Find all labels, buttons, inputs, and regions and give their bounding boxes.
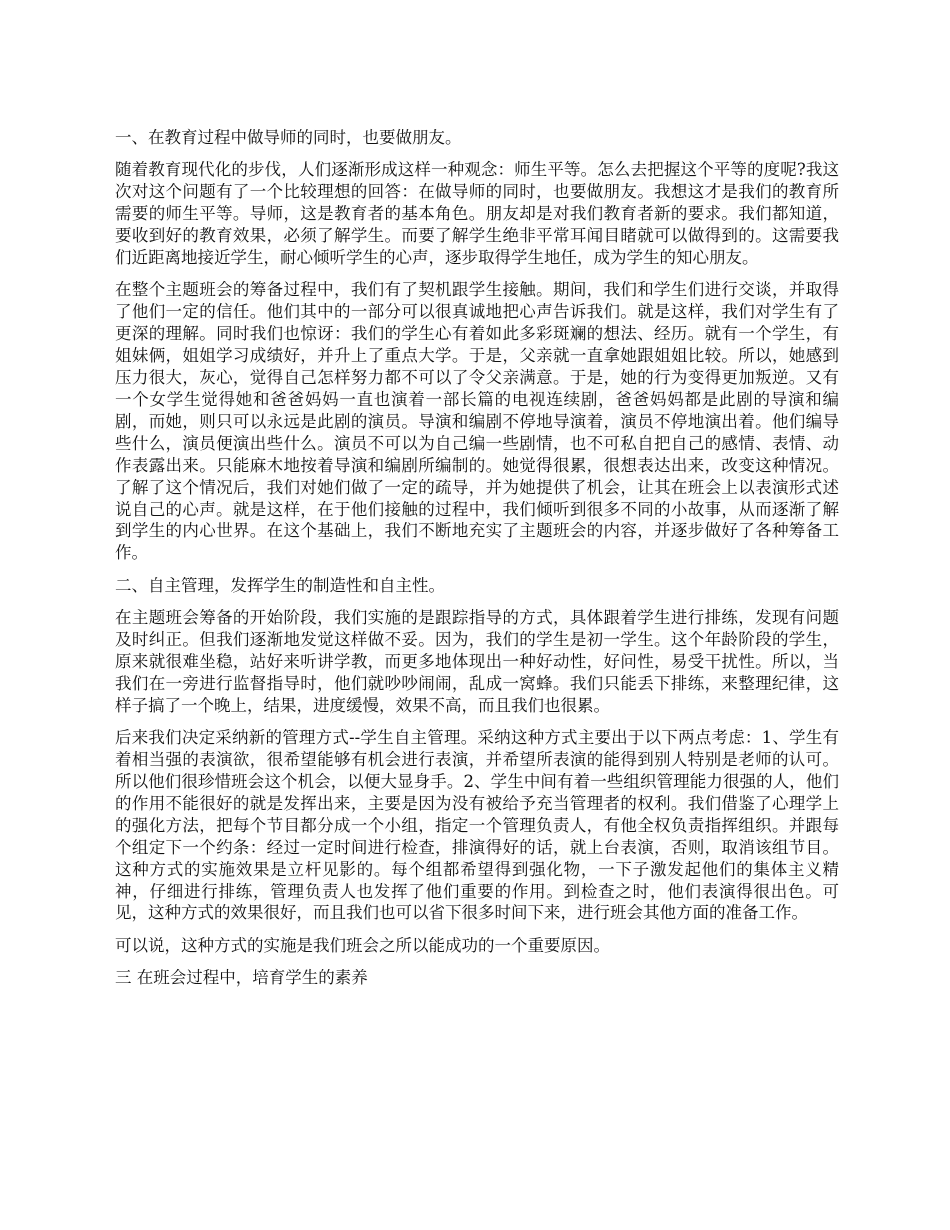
paragraph-1: 随着教育现代化的步伐，人们逐渐形成这样一种观念：师生平等。怎么去把握这个平等的度呢?我这次对这个问题有了一个比较理想的回答：在做导师的同时，也要做朋友。我想这才是我们的教育所需要的师生平等。导师，这是教育者的基本角色。朋友却是对我们教育者新的要求。我们都知道，要收到好的教育效果，必须了解学生。而要了解学生绝非平常耳闻目睹就可以做得到的。这需要我们近距离地接近学生，耐心倾听学生的心声，逐步取得学生地任，成为学生的知心朋友。: [115, 160, 839, 268]
section-heading-2: 二、自主管理，发挥学生的制造性和自主性。: [115, 575, 445, 595]
section-heading-3: 三 在班会过程中，培育学生的素养: [115, 968, 368, 988]
paragraph-4: 后来我们决定采纳新的管理方式--学生自主管理。采纳这种方式主要出于以下两点考虑：1、学生有着相当强的表演欲，很希望能够有机会进行表演，并希望所表演的能得到别人特别是老师的认可。所以他们很珍惜班会这个机会，以便大显身手。2、学生中间有着一些组织管理能力很强的人，他们的作用不能很好的就是发挥出来，主要是因为没有被给予充当管理者的权利。我们借鉴了心理学上的强化方法，把每个节目都分成一个小组，指定一个管理负责人，有他全权负责指挥组织。并跟每个组定下一个约条：经过一定时间进行检查，排演得好的话，就上台表演，否则，取消该组节目。这种方式的实施效果是立杆见影的。每个组都希望得到强化物，一下子激发起他们的集体主义精神，仔细进行排练，管理负责人也发挥了他们重要的作用。到检查之时，他们表演得很出色。可见，这种方式的效果很好，而且我们也可以省下很多时间下来，进行班会其他方面的准备工作。: [115, 728, 839, 923]
section-heading-1: 一、在教育过程中做导师的同时，也要做朋友。: [115, 128, 462, 147]
paragraph-3: 在主题班会筹备的开始阶段，我们实施的是跟踪指导的方式，具体跟着学生进行排练，发现有问题及时纠正。但我们逐渐地发觉这样做不妥。因为，我们的学生是初一学生。这个年龄阶段的学生，原来就很难坐稳，站好来听讲学教，而更多地体现出一种好动性，好问性，易受干扰性。所以，当我们在一旁进行监督指导时，他们就吵吵闹闹，乱成一窝蜂。我们只能丢下排练，来整理纪律，这样子搞了一个晚上，结果，进度缓慢，效果不高，而且我们也很累。: [115, 608, 839, 715]
paragraph-5: 可以说，这种方式的实施是我们班会之所以能成功的一个重要原因。: [115, 935, 610, 955]
paragraph-2: 在整个主题班会的筹备过程中，我们有了契机跟学生接触。期间，我们和学生们进行交谈，并取得了他们一定的信任。他们其中的一部分可以很真诚地把心声告诉我们。就是这样，我们对学生有了更深的理解。同时我们也惊讶：我们的学生心有着如此多彩斑斓的想法、经历。就有一个学生，有姐妹俩，姐姐学习成绩好，并升上了重点大学。于是，父亲就一直拿她跟姐姐比较。所以，她感到压力很大，灰心，觉得自己怎样努力都不可以了令父亲满意。于是，她的行为变得更加叛逆。又有一个女学生觉得她和爸爸妈妈一直也演着一部长篇的电视连续剧，爸爸妈妈都是此剧的导演和编剧，而她，则只可以永远是此剧的演员。导演和编剧不停地导演着，演员不停地演出着。他们编导些什么，演员便演出些什么。演员不可以为自己编一些剧情，也不可私自把自己的感情、表情、动作表露出来。只能麻木地按着导演和编剧所编制的。她觉得很累，很想表达出来，改变这种情况。了解了这个情况后，我们对她们做了一定的疏导，并为她提供了机会，让其在班会上以表演形式述说自己的心声。就是这样，在于他们接触的过程中，我们倾听到很多不同的小故事，从而逐渐了解到学生的内心世界。在这个基础上，我们不断地充实了主题班会的内容，并逐步做好了各种筹备工作。: [115, 280, 839, 563]
document-body: [115, 127, 839, 1000]
